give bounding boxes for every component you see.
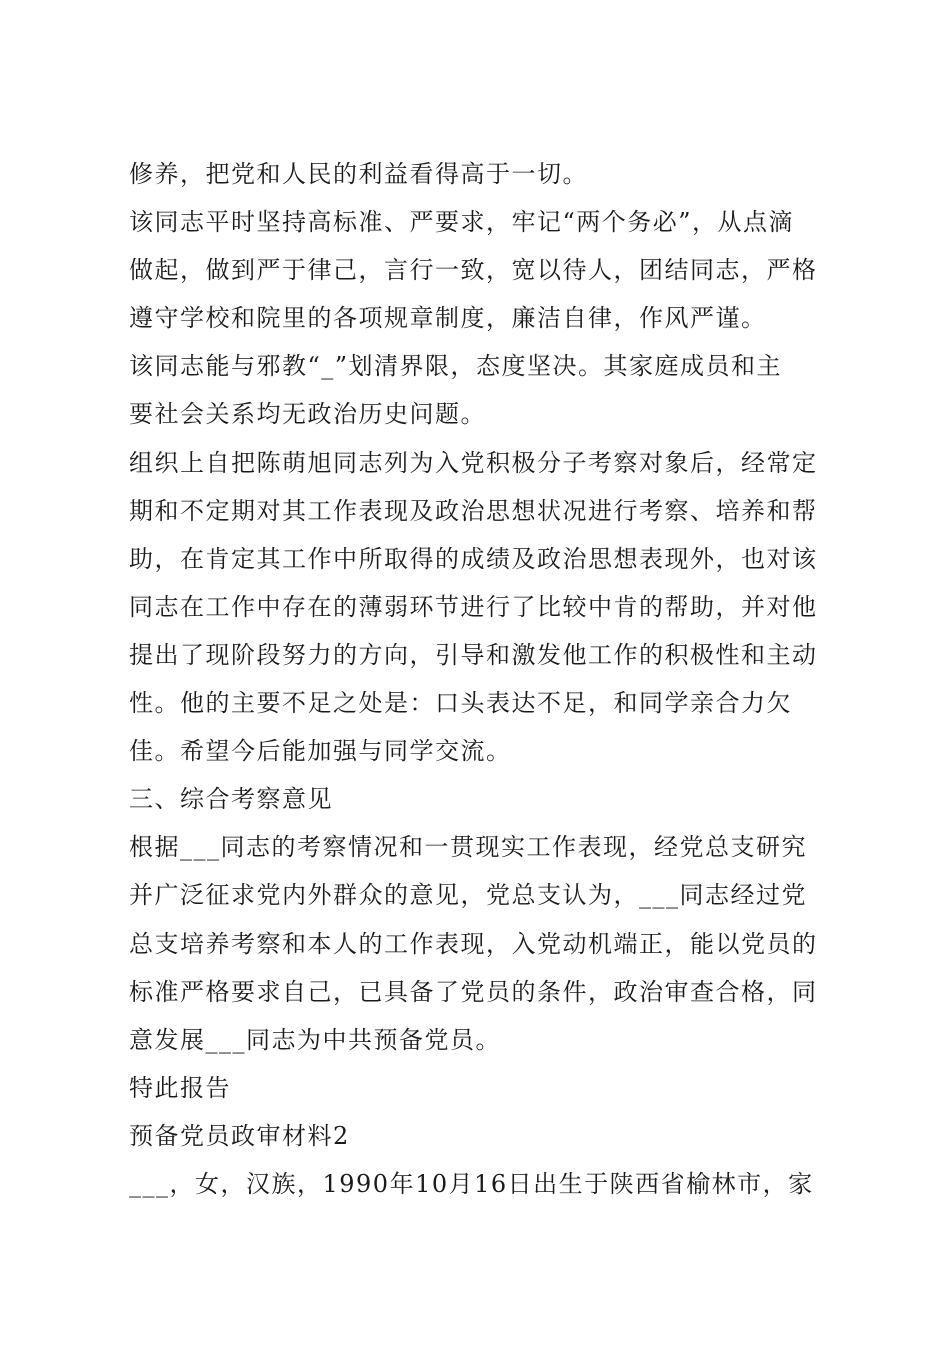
document-title: 预备党员政审材料2 [129,1121,350,1150]
text-line: 修养，把党和人民的利益看得高于一切。 [129,160,588,188]
text-line: 标准严格要求自己，已具备了党员的条件，政治审查合格，同 [129,977,818,1006]
text-line: 组织上自把陈萌旭同志列为入党积极分子考察对象后，经常定 [129,448,818,477]
section-heading: 三、综合考察意见 [129,785,333,814]
text-line: ___，女，汉族，1990年10月16日出生于陕西省榆林市，家 [129,1169,814,1198]
text-line: 并广泛征求党内外群众的意见，党总支认为，___同志经过党 [129,881,807,910]
text-line: 佳。希望今后能加强与同学交流。 [129,737,512,766]
text-line: 助，在肯定其工作中所取得的成绩及政治思想表现外，也对该 [129,544,818,573]
text-line: 该同志能与邪教“_”划清界限，态度坚决。其家庭成员和主 [129,352,783,381]
text-line: 该同志平时坚持高标准、严要求，牢记“两个务必”，从点滴 [129,208,795,237]
text-line: 做起，做到严于律己，言行一致，宽以待人，团结同志，严格 [129,256,818,285]
text-line: 总支培养考察和本人的工作表现，入党动机端正，能以党员的 [129,929,818,958]
text-line: 要社会关系均无政治历史问题。 [129,400,486,429]
text-line: 期和不定期对其工作表现及政治思想状况进行考察、培养和帮 [129,496,818,525]
text-line: 根据___同志的考察情况和一贯现实工作表现，经党总支研究 [129,833,807,862]
closing-line: 特此报告 [129,1073,231,1102]
text-line: 同志在工作中存在的薄弱环节进行了比较中肯的帮助，并对他 [129,592,818,621]
text-line: 性。他的主要不足之处是：口头表达不足，和同学亲合力欠 [129,689,792,718]
text-line: 遵守学校和院里的各项规章制度，廉洁自律，作风严谨。 [129,304,767,333]
document-body [129,150,829,1208]
text-line: 提出了现阶段努力的方向，引导和激发他工作的积极性和主动 [129,640,818,669]
text-line: 意发展___同志为中共预备党员。 [129,1025,501,1054]
